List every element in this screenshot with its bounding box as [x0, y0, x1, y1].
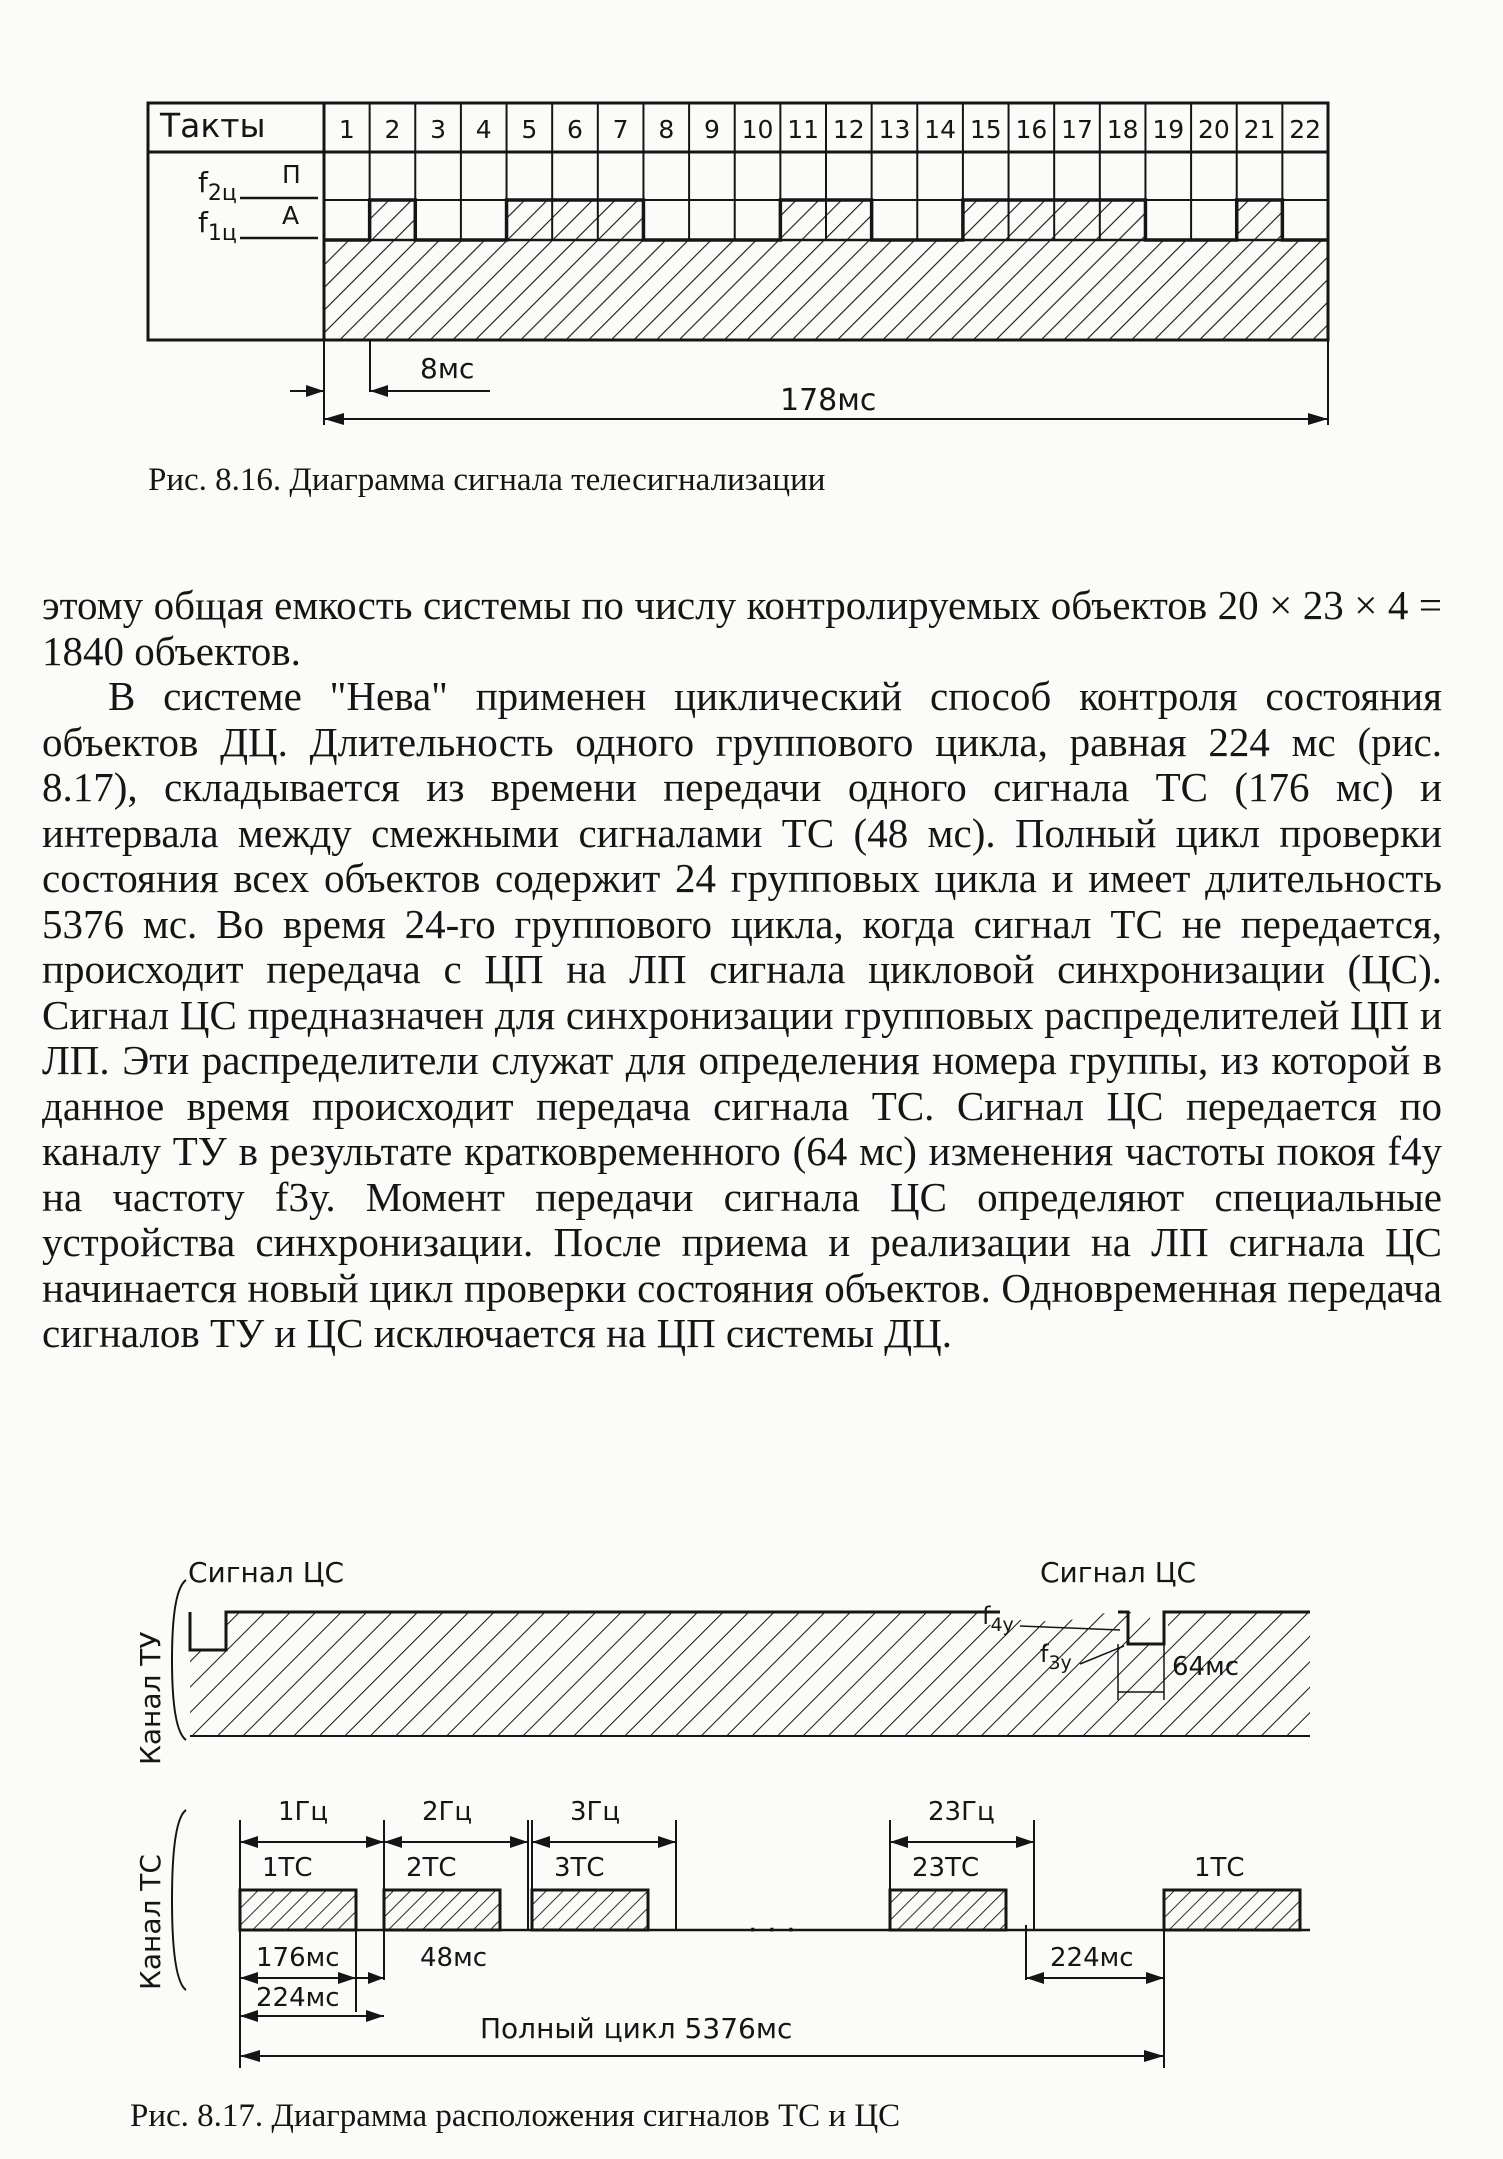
tact-number: 9: [703, 115, 720, 144]
tact-number: 5: [521, 115, 538, 144]
active-tact-pulse: [1009, 200, 1055, 240]
channel-ts-label: Канал ТС: [134, 1854, 167, 1990]
tact-number: 4: [475, 115, 492, 144]
ts-label: 3ТС: [554, 1853, 605, 1883]
ts-pulse: [532, 1890, 648, 1930]
base-signal: [324, 240, 1328, 340]
tact-number: 7: [612, 115, 629, 144]
channel-tu-label: Канал ТУ: [134, 1631, 167, 1765]
tu-channel-signal: [190, 1612, 1310, 1736]
ts-pulse: [384, 1890, 500, 1930]
active-tact-pulse: [963, 200, 1009, 240]
tact-number: 1: [338, 115, 355, 144]
ts-pulse: [1164, 1890, 1300, 1930]
signal-timing-diagram: [0, 1520, 1503, 2090]
active-tact-pulse: [552, 200, 598, 240]
ellipsis: · · ·: [748, 1913, 796, 1948]
f4y-label: $f_{4у}$: [982, 1602, 1014, 1636]
tact-number: 3: [430, 115, 447, 144]
group-label: 2Гц: [422, 1797, 473, 1827]
signal-cs-right: Сигнал ЦС: [1040, 1556, 1197, 1589]
active-tact-pulse: [1054, 200, 1100, 240]
tact-number: 6: [567, 115, 583, 144]
dur-176-label: 176мс: [256, 1943, 340, 1973]
active-tact-pulse: [1237, 200, 1283, 240]
body-text: [42, 583, 1442, 1357]
figure1-caption: Рис. 8.16. Диаграмма сигнала телесигнализации: [148, 462, 826, 498]
active-tact-pulse: [826, 200, 872, 240]
group-label: 1Гц: [278, 1797, 329, 1827]
header-label: Такты: [160, 106, 266, 145]
tact-number: 12: [832, 115, 865, 144]
ts-label: 2ТС: [406, 1853, 457, 1883]
active-tact-pulse: [780, 200, 826, 240]
active-tact-pulse: [507, 200, 553, 240]
telesignal-diagram: [0, 0, 1503, 440]
group-label: 3Гц: [570, 1797, 621, 1827]
dim-total-label: 178мс: [780, 383, 877, 418]
tact-number: 2: [384, 115, 401, 144]
dur-224-left-label: 224мс: [256, 1983, 340, 2013]
dur-64-label: 64мс: [1172, 1652, 1239, 1682]
active-tact-pulse: [370, 200, 416, 240]
tact-number: 20: [1198, 115, 1230, 144]
figure2-caption: Рис. 8.17. Диаграмма расположения сигналов ТС и ЦС: [130, 2098, 901, 2134]
tact-number: 8: [658, 115, 675, 144]
level-a-label: А: [282, 201, 300, 230]
full-cycle-label: Полный цикл 5376мс: [480, 2012, 793, 2045]
tact-number: 18: [1106, 115, 1139, 144]
ts-label: 1ТС: [262, 1853, 313, 1883]
ts-label: 23ТС: [912, 1853, 980, 1883]
ts-pulse: [240, 1890, 356, 1930]
active-tact-pulse: [598, 200, 644, 240]
paragraph-1: этому общая емкость системы по числу контролируемых объектов 20 × 23 × 4 = 1840 объектов.: [42, 582, 1442, 674]
tact-number: 15: [969, 115, 1002, 144]
ts-label: 1ТС: [1194, 1853, 1245, 1883]
tact-number: 10: [741, 115, 774, 144]
f3y-label: $f_{3у}$: [1040, 1640, 1072, 1674]
freq-f2-label: $f_{2ц}$: [198, 166, 237, 206]
tact-number: 16: [1015, 115, 1048, 144]
tact-number: 19: [1152, 115, 1185, 144]
tact-number: 21: [1243, 115, 1276, 144]
dur-48-label: 48мс: [420, 1943, 487, 1973]
tact-number: 13: [878, 115, 911, 144]
tact-number: 17: [1061, 115, 1093, 144]
freq-f1-label: $f_{1ц}$: [198, 206, 237, 246]
signal-cs-left: Сигнал ЦС: [188, 1556, 345, 1589]
dim-tact-label: 8мс: [420, 352, 475, 385]
ts-pulse: [890, 1890, 1006, 1930]
active-tact-pulse: [1100, 200, 1146, 240]
dur-224-right-label: 224мс: [1050, 1943, 1134, 1973]
group-label: 23Гц: [928, 1797, 995, 1827]
tact-number: 14: [924, 115, 956, 144]
paragraph-2: В системе "Нева" применен циклический способ контроля состояния объектов ДЦ. Длительность одного группового цикла, равная 224 мс (рис. 8.17), складывается из времени передачи одного сигнала ТС (176 мс) и интервала между смежными сигналами ТС (48 мс). Полный цикл проверки состояния всех объектов содержит 24 групповых цикла и имеет длительность 5376 мс. Во время 24-го группового цикла, когда сигнал ТС не передается, происходит передача с ЦП на ЛП сигнала цикловой синхронизации (ЦС). Сигнал ЦС предназначен для синхронизации групповых распределителей ЦП и ЛП. Эти распределители служат для определения номера группы, из которой в данное время происходит передача сигнала ТС. Сигнал ЦС передается по каналу ТУ в результате кратковременного (64 мс) изменения частоты покоя f4у на частоту f3у. Момент передачи сигнала ЦС определяют специальные устройства синхронизации. После приема и реализации на ЛП сигнала ЦС начинается новый цикл проверки состояния объектов. Одновременная передача сигналов ТУ и ЦС исключается на ЦП системы ДЦ.: [42, 673, 1442, 1356]
level-p-label: П: [282, 160, 301, 189]
tact-number: 11: [787, 115, 820, 144]
tact-number: 22: [1289, 115, 1322, 144]
